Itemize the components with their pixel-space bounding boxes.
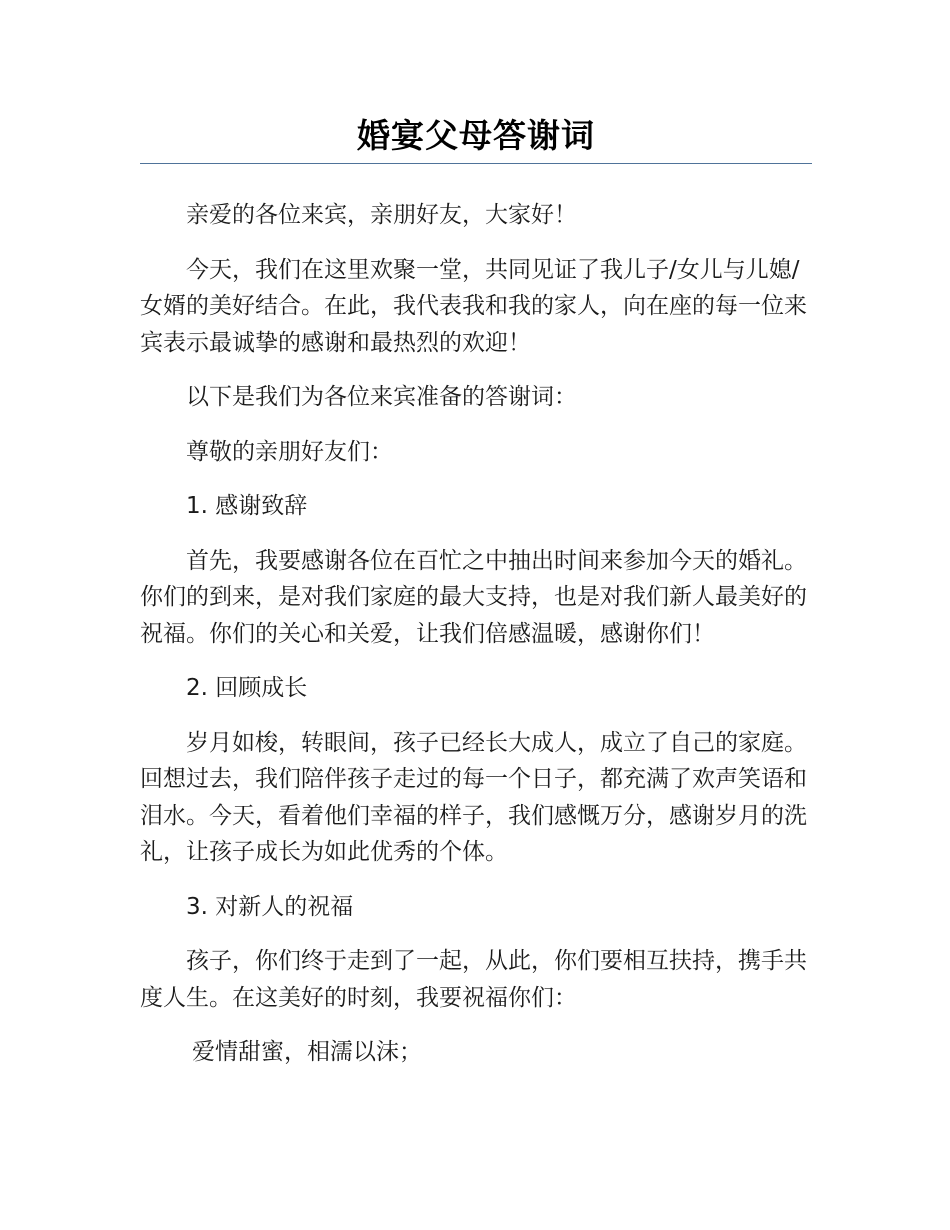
title-divider <box>140 163 812 164</box>
document-body <box>140 197 812 1071</box>
document-title: 婚宴父母答谢词 <box>357 116 595 155</box>
greeting-paragraph: 亲爱的各位来宾，亲朋好友，大家好！ <box>186 202 577 228</box>
section-heading: 1. 感谢致辞 <box>186 493 308 519</box>
growth-paragraph: 岁月如梭，转眼间，孩子已经长大成人，成立了自己的家庭。回想过去，我们陪伴孩子走过的每一个日子，都充满了欢声笑语和泪水。今天，看着他们幸福的样子，我们感慨万分，感谢岁月的洗礼，让孩子成长为如此优秀的个体。 <box>140 729 807 865</box>
blessing-paragraph: 孩子，你们终于走到了一起，从此，你们要相互扶持，携手共度人生。在这美好的时刻，我要祝福你们： <box>140 948 807 1011</box>
section-heading: 2. 回顾成长 <box>186 675 308 701</box>
intro-paragraph: 今天，我们在这里欢聚一堂，共同见证了我儿子/女儿与儿媳/女婿的美好结合。在此，我代表我和我的家人，向在座的每一位来宾表示最诚挚的感谢和最热烈的欢迎！ <box>140 256 807 356</box>
salutation-paragraph: 尊敬的亲朋好友们： <box>186 438 393 465</box>
wish-line: 爱情甜蜜，相濡以沫； <box>192 1039 422 1065</box>
lead-in-paragraph: 以下是我们为各位来宾准备的答谢词： <box>186 384 577 410</box>
section-heading: 3. 对新人的祝福 <box>186 893 354 920</box>
document-page <box>140 0 812 1089</box>
thanks-paragraph: 首先，我要感谢各位在百忙之中抽出时间来参加今天的婚礼。你们的到来，是对我们家庭的最大支持，也是对我们新人最美好的祝福。你们的关心和关爱，让我们倍感温暖，感谢你们！ <box>140 547 807 647</box>
